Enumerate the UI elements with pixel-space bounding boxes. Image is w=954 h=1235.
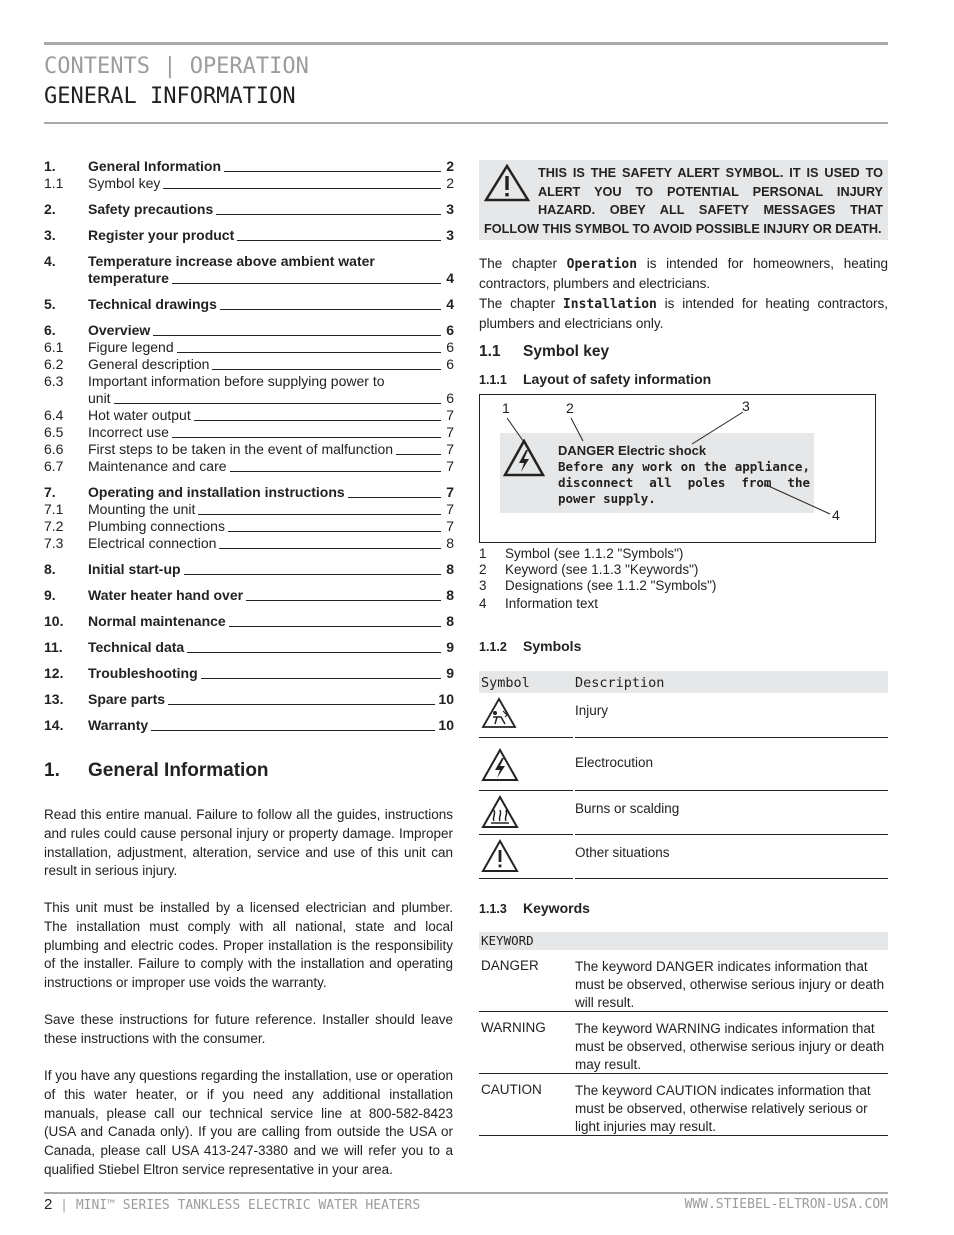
toc-page: 6 xyxy=(446,356,454,372)
toc-title: Spare parts xyxy=(88,691,166,707)
toc-item[interactable] xyxy=(44,587,454,604)
section-title: General Information xyxy=(88,760,269,781)
toc-number: 6.7 xyxy=(44,458,64,474)
toc-title: Symbol key xyxy=(88,175,161,191)
keyword-name: WARNING xyxy=(481,1020,546,1035)
figure-callout: 2 xyxy=(566,400,574,416)
toc-number: 10. xyxy=(44,613,64,629)
table-row xyxy=(479,835,888,879)
subsubsection-heading: 1.1.2 Symbols xyxy=(479,638,582,654)
toc-title: Warranty xyxy=(88,717,149,733)
callout-lines xyxy=(480,395,877,544)
subsubsection-heading: 1.1.3 Keywords xyxy=(479,900,590,916)
symbol-description: Injury xyxy=(575,693,888,738)
keyword-name: DANGER xyxy=(481,958,539,973)
table-row xyxy=(479,1074,888,1136)
toc-item[interactable] xyxy=(44,339,454,356)
toc-title: Maintenance and care xyxy=(88,458,227,474)
toc-title: Normal maintenance xyxy=(88,613,226,629)
toc-number: 1.1 xyxy=(44,175,64,191)
keyword-name: CAUTION xyxy=(481,1082,542,1097)
toc-item[interactable] xyxy=(44,717,454,734)
footer-left: 2 | MINI™ SERIES TANKLESS ELECTRIC WATER HEATERS xyxy=(44,1196,421,1213)
keyword-description: The keyword WARNING indicates information that must be observed, otherwise serious injury or death may result. xyxy=(575,1021,885,1072)
toc-page: 2 xyxy=(446,158,454,174)
toc-page: 6 xyxy=(446,339,454,355)
safety-alert-box xyxy=(479,160,888,240)
toc-number: 7.2 xyxy=(44,518,64,534)
toc-title: Operating and installation instructions xyxy=(88,484,345,500)
toc-title: Temperature increase above ambient water xyxy=(88,253,375,269)
toc-page: 7 xyxy=(446,518,454,534)
toc-number: 1. xyxy=(44,158,56,174)
install-paragraph: This unit must be installed by a licensed electrician and plumber. The installation must comply with all national, state and local plumbing and electric codes. Proper installation is the responsibility of the installer. Failure to comply with the installation and operating instructions or improper use voids the warranty. xyxy=(44,900,453,991)
toc-number: 13. xyxy=(44,691,64,707)
symbol-description: Burns or scalding xyxy=(575,791,888,835)
toc-item[interactable] xyxy=(44,458,454,475)
toc-number: 6.2 xyxy=(44,356,64,372)
page-title: GENERAL INFORMATION xyxy=(44,84,296,109)
page-number: 2 xyxy=(44,1196,53,1213)
toc-title: Water heater hand over xyxy=(88,587,244,603)
burns-icon xyxy=(481,795,519,829)
toc-title: Mounting the unit xyxy=(88,501,196,517)
toc-title: Electrical connection xyxy=(88,535,217,551)
table-of-contents xyxy=(44,158,454,734)
table-header: Symbol Description xyxy=(479,671,888,693)
toc-title: Technical data xyxy=(88,639,185,655)
footer-product: MINI™ SERIES TANKLESS ELECTRIC WATER HEATERS xyxy=(75,1198,421,1213)
toc-item[interactable] xyxy=(44,665,454,682)
toc-item[interactable] xyxy=(44,613,454,630)
section-header: CONTENTS | OPERATION xyxy=(44,54,309,79)
toc-item[interactable] xyxy=(44,691,454,708)
warning-icon xyxy=(481,839,519,873)
toc-number: 6. xyxy=(44,322,56,338)
toc-title: Troubleshooting xyxy=(88,665,198,681)
section-number: 1. xyxy=(44,760,60,781)
toc-page: 10 xyxy=(438,717,454,733)
toc-title: First steps to be taken in the event of malfunction xyxy=(88,441,394,457)
toc-number: 7.3 xyxy=(44,535,64,551)
toc-number: 14. xyxy=(44,717,64,733)
legend-item: 1 Symbol (see 1.1.2 "Symbols") xyxy=(479,546,684,561)
toc-number: 6.5 xyxy=(44,424,64,440)
header-rule xyxy=(44,122,888,124)
toc-number: 2. xyxy=(44,201,56,217)
toc-item[interactable] xyxy=(44,158,454,175)
toc-item[interactable] xyxy=(44,535,454,552)
table-row xyxy=(479,950,888,1012)
toc-number: 6.4 xyxy=(44,407,64,423)
figure-legend xyxy=(479,546,716,612)
legend-item: 2 Keyword (see 1.1.3 "Keywords") xyxy=(479,561,699,577)
toc-item[interactable] xyxy=(44,501,454,518)
toc-number: 9. xyxy=(44,587,56,603)
toc-number: 11. xyxy=(44,639,63,655)
toc-number: 5. xyxy=(44,296,56,312)
toc-page: 4 xyxy=(446,296,454,312)
save-paragraph: Save these instructions for future reference. Installer should leave these instructions with the consumer. xyxy=(44,1012,453,1046)
figure-keyword: DANGER Electric shock xyxy=(558,443,707,458)
toc-page: 3 xyxy=(446,201,454,217)
figure-callout: 3 xyxy=(742,398,750,414)
section-heading xyxy=(44,760,269,782)
chapter-installation-note: The chapter Installation is intended for heating contractors, plumbers and electricians only. xyxy=(479,296,889,331)
toc-page: 7 xyxy=(446,501,454,517)
toc-page: 2 xyxy=(446,175,454,191)
footer-url[interactable]: WWW.STIEBEL-ELTRON-USA.COM xyxy=(684,1197,888,1212)
table-row xyxy=(479,738,888,791)
toc-page: 7 xyxy=(446,441,454,457)
keyword-description: The keyword CAUTION indicates information that must be observed, otherwise relatively serious or light injuries may result. xyxy=(575,1083,871,1134)
intro-paragraph: Read this entire manual. Failure to follow all the guides, instructions and rules could cause personal injury or property damage. Improper installation, adjustment, alteration, service and use of this unit can result in serious injury. xyxy=(44,807,453,879)
electrocution-icon xyxy=(481,748,519,782)
toc-page: 7 xyxy=(446,484,454,500)
toc-number: 6.3 xyxy=(44,373,64,389)
toc-number: 7. xyxy=(44,484,56,500)
toc-item[interactable] xyxy=(44,296,454,313)
toc-page: 4 xyxy=(446,270,454,286)
keywords-table xyxy=(479,932,888,1136)
toc-item[interactable] xyxy=(44,201,454,218)
contact-paragraph: If you have any questions regarding the installation, use or operation of this water heater, or if you need any additional installation manuals, please call our technical service line at 800-582-8423 (USA and Canada only). If you are calling from outside the USA or Canada, please call USA 413-247-3380 and we will refer you to a qualified Stiebel Eltron service representative in your area. xyxy=(44,1068,454,1177)
table-row xyxy=(479,693,888,738)
toc-title: Plumbing connections xyxy=(88,518,225,534)
footer-rule xyxy=(44,1192,888,1194)
toc-title: temperature xyxy=(88,270,169,286)
toc-item[interactable] xyxy=(44,322,454,339)
subsubsection-heading: 1.1.1 Layout of safety information xyxy=(479,371,712,387)
toc-item[interactable] xyxy=(44,441,454,458)
warning-icon xyxy=(484,164,530,202)
toc-title: Overview xyxy=(88,322,151,338)
symbols-table xyxy=(479,671,888,879)
top-rule xyxy=(44,42,888,45)
table-row xyxy=(479,1012,888,1074)
toc-page: 3 xyxy=(446,227,454,243)
toc-number: 6.6 xyxy=(44,441,64,457)
toc-page: 7 xyxy=(446,407,454,423)
toc-title: Safety precautions xyxy=(88,201,214,217)
toc-item[interactable] xyxy=(44,424,454,441)
table-header: KEYWORD xyxy=(479,932,888,950)
toc-number: 7.1 xyxy=(44,501,64,517)
toc-item[interactable] xyxy=(44,484,454,501)
keyword-description: The keyword DANGER indicates information that must be observed, otherwise serious injury or death will result. xyxy=(575,959,885,1010)
toc-item[interactable] xyxy=(44,639,454,656)
toc-item[interactable] xyxy=(44,253,454,270)
toc-title: General Information xyxy=(88,158,222,174)
figure-callout: 1 xyxy=(502,400,510,416)
safety-layout-figure xyxy=(479,394,876,543)
subsection-heading: 1.1 Symbol key xyxy=(479,343,610,360)
toc-item-continued[interactable] xyxy=(44,270,454,287)
toc-item[interactable] xyxy=(44,373,454,390)
toc-title: Technical drawings xyxy=(88,296,217,312)
figure-info-text: Before any work on the appliance, disconnect all poles from the power supply. xyxy=(558,459,810,506)
toc-item[interactable] xyxy=(44,518,454,535)
toc-title: Important information before supplying power to xyxy=(88,373,385,389)
toc-title: Initial start-up xyxy=(88,561,181,577)
symbol-description: Other situations xyxy=(575,835,888,879)
toc-page: 8 xyxy=(446,587,454,603)
figure-callout: 4 xyxy=(832,507,840,523)
legend-item: 3 Designations (see 1.1.2 "Symbols") xyxy=(479,577,717,593)
toc-title: Incorrect use xyxy=(88,424,169,440)
chapter-operation-note: The chapter Operation is intended for homeowners, heating contractors, plumbers and electricians. xyxy=(479,256,889,291)
toc-number: 4. xyxy=(44,253,56,269)
toc-page: 8 xyxy=(446,561,454,577)
toc-number: 12. xyxy=(44,665,64,681)
table-row xyxy=(479,791,888,835)
toc-item-continued[interactable] xyxy=(44,390,454,407)
toc-title: unit xyxy=(88,390,111,406)
toc-item[interactable] xyxy=(44,175,454,192)
toc-title: Hot water output xyxy=(88,407,191,423)
toc-number: 6.1 xyxy=(44,339,64,355)
toc-item[interactable] xyxy=(44,407,454,424)
toc-title: Figure legend xyxy=(88,339,174,355)
safety-alert-text: THIS IS THE SAFETY ALERT SYMBOL. IT IS USED TO ALERT YOU TO POTENTIAL PERSONAL INJURY HAZARD. OBEY ALL SAFETY MESSAGES THAT FOLLOW THIS SYMBOL TO AVOID POSSIBLE INJURY OR DEATH. xyxy=(484,166,883,236)
toc-page: 6 xyxy=(446,390,454,406)
toc-item[interactable] xyxy=(44,561,454,578)
toc-page: 9 xyxy=(446,639,454,655)
toc-page: 10 xyxy=(438,691,454,707)
toc-page: 7 xyxy=(446,424,454,440)
toc-page: 8 xyxy=(446,613,454,629)
toc-number: 8. xyxy=(44,561,56,577)
symbol-description: Electrocution xyxy=(575,738,888,791)
toc-title: General description xyxy=(88,356,210,372)
toc-title: Register your product xyxy=(88,227,235,243)
toc-item[interactable] xyxy=(44,227,454,244)
legend-item: 4 Information text xyxy=(479,596,599,612)
toc-page: 8 xyxy=(446,535,454,551)
toc-page: 9 xyxy=(446,665,454,681)
toc-page: 6 xyxy=(446,322,454,338)
toc-number: 3. xyxy=(44,227,56,243)
toc-page: 7 xyxy=(446,458,454,474)
toc-item[interactable] xyxy=(44,356,454,373)
injury-icon xyxy=(481,697,517,729)
